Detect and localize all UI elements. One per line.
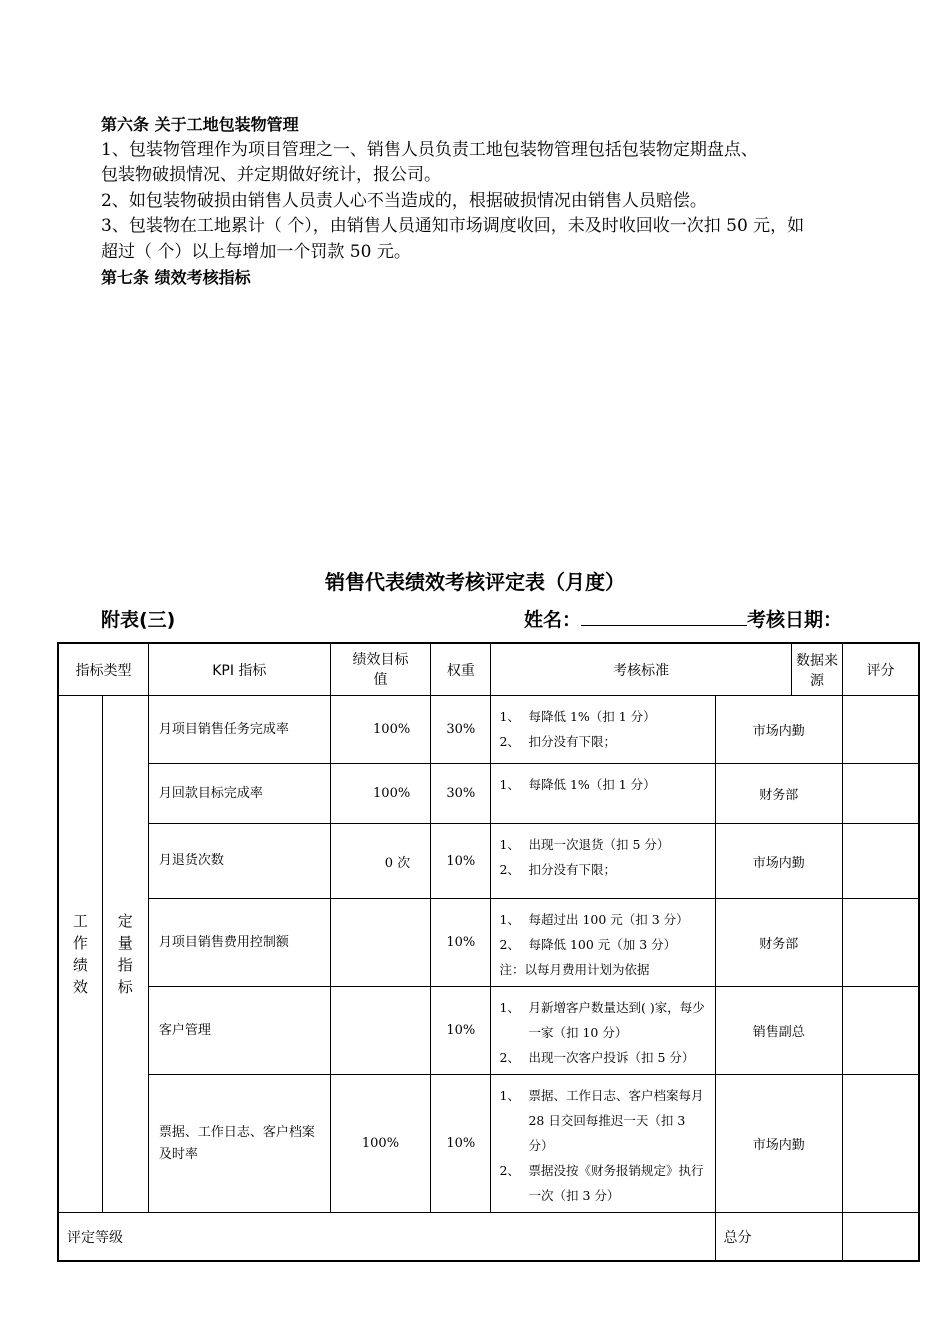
kpi-name-line-1: 票据、工作日志、客户档案 <box>158 1124 315 1140</box>
rating-label: 评定等级 <box>58 1213 715 1262</box>
standard-cell <box>491 696 715 764</box>
category-cell <box>58 696 102 1213</box>
standard-item <box>499 772 706 797</box>
table-row <box>58 824 919 899</box>
standard-text: 票据、工作日志、客户档案每月 28 日交回每推迟一天（扣 3 分） <box>528 1088 704 1153</box>
standard-item <box>499 907 706 932</box>
standard-number: 1、 <box>499 777 520 792</box>
standard-item <box>499 729 706 754</box>
kpi-table <box>57 642 920 1262</box>
standard-number: 2、 <box>499 937 520 952</box>
header-target-line-2: 值 <box>373 671 388 688</box>
standard-cell <box>491 987 715 1075</box>
header-target <box>330 643 430 696</box>
source-cell: 市场内勤 <box>715 1075 843 1213</box>
weight-cell: 10% <box>431 899 491 987</box>
standard-number: 2、 <box>499 1163 520 1178</box>
article-6-paragraph-2: 2、如包装物破损由销售人员责人心不当造成的，根据破损情况由销售人员赔偿。 <box>101 190 707 211</box>
date-label: 考核日期： <box>747 609 843 631</box>
standard-number: 2、 <box>499 734 520 749</box>
table-footer-row <box>58 1213 919 1262</box>
table-row <box>58 899 919 987</box>
standard-cell <box>491 824 715 899</box>
target-cell: 100% <box>330 696 430 764</box>
weight-cell: 10% <box>431 824 491 899</box>
standard-number: 1、 <box>499 1000 520 1015</box>
name-blank-field[interactable] <box>581 605 747 626</box>
standard-text: 月新增客户数量达到( )家，每少一家（扣 10 分） <box>528 1000 705 1040</box>
header-kpi: KPI 指标 <box>148 643 330 696</box>
article-6-paragraph-1-line-1: 1、包装物管理作为项目管理之一、销售人员负责工地包装物管理包括包装物定期盘点、 <box>101 139 758 160</box>
header-standard: 考核标准 <box>491 643 791 696</box>
category-char: 效 <box>72 978 88 996</box>
form-title: 销售代表绩效考核评定表（月度） <box>325 570 625 594</box>
standard-text: 每超过出 100 元（扣 3 分） <box>528 912 689 927</box>
score-cell[interactable] <box>843 764 919 824</box>
subcategory-char: 量 <box>117 934 133 952</box>
header-score: 评分 <box>843 643 919 696</box>
target-cell <box>330 987 430 1075</box>
source-cell: 财务部 <box>715 764 843 824</box>
score-cell[interactable] <box>843 824 919 899</box>
standard-number: 1、 <box>499 837 520 852</box>
kpi-name-cell: 月项目销售任务完成率 <box>148 696 330 764</box>
table-header-row <box>58 643 919 696</box>
standard-item <box>499 1045 706 1070</box>
standard-item <box>499 832 706 857</box>
total-score-cell[interactable] <box>843 1213 919 1262</box>
kpi-name-cell: 月回款目标完成率 <box>148 764 330 824</box>
standard-text: 每降低 100 元（加 3 分） <box>528 937 677 952</box>
standard-text: 每降低 1%（扣 1 分） <box>528 709 656 724</box>
table-row <box>58 764 919 824</box>
standard-text: 票据没按《财务报销规定》执行一次（扣 3 分） <box>528 1163 704 1203</box>
standard-item <box>499 995 706 1045</box>
standard-cell <box>491 764 715 824</box>
standard-item <box>499 857 706 882</box>
score-cell[interactable] <box>843 899 919 987</box>
kpi-name-cell <box>148 1075 330 1213</box>
kpi-name-cell: 月退货次数 <box>148 824 330 899</box>
standard-cell <box>491 899 715 987</box>
article-7-heading: 第七条 绩效考核指标 <box>101 268 251 287</box>
subcategory-cell <box>102 696 148 1213</box>
standard-text: 每降低 1%（扣 1 分） <box>528 777 656 792</box>
kpi-name-cell: 客户管理 <box>148 987 330 1075</box>
standard-note: 注：以每月费用计划为依据 <box>499 962 650 977</box>
header-source: 数据来源 <box>791 643 842 696</box>
weight-cell: 10% <box>431 1075 491 1213</box>
standard-item <box>499 704 706 729</box>
weight-cell: 30% <box>431 764 491 824</box>
weight-cell: 10% <box>431 987 491 1075</box>
standard-cell <box>491 1075 715 1213</box>
subcategory-char: 标 <box>117 978 133 996</box>
attachment-label: 附表(三) <box>101 609 176 631</box>
standard-number: 2、 <box>499 862 520 877</box>
score-cell[interactable] <box>843 987 919 1075</box>
target-cell: 100% <box>330 1075 430 1213</box>
header-target-line-1: 绩效目标 <box>352 651 409 668</box>
category-char: 绩 <box>72 956 88 974</box>
header-weight: 权重 <box>431 643 491 696</box>
name-date-line <box>524 605 842 632</box>
article-6-paragraph-3-line-1: 3、包装物在工地累计（ 个），由销售人员通知市场调度收回，未及时收回收一次扣 50 元，如 <box>101 216 805 236</box>
standard-item <box>499 1158 706 1208</box>
target-cell: 100% <box>330 764 430 824</box>
source-cell: 销售副总 <box>715 987 843 1075</box>
subcategory-char: 指 <box>117 956 133 974</box>
source-cell: 市场内勤 <box>715 696 843 764</box>
source-cell: 财务部 <box>715 899 843 987</box>
standard-text: 扣分没有下限； <box>528 862 616 877</box>
table-row <box>58 696 919 764</box>
standard-number: 1、 <box>499 1088 520 1103</box>
standard-number: 1、 <box>499 709 520 724</box>
standard-item <box>499 1083 706 1158</box>
standard-text: 出现一次客户投诉（扣 5 分） <box>528 1050 695 1065</box>
article-6-section <box>101 112 861 291</box>
category-char: 工 <box>72 912 88 930</box>
standard-text: 出现一次退货（扣 5 分） <box>528 837 670 852</box>
total-label: 总分 <box>715 1213 843 1262</box>
table-row <box>58 987 919 1075</box>
article-6-paragraph-1-line-2: 包装物破损情况、并定期做好统计，报公司。 <box>101 165 441 185</box>
target-cell <box>330 899 430 987</box>
target-cell: 0 次 <box>330 824 430 899</box>
table-row <box>58 1075 919 1213</box>
kpi-name-cell: 月项目销售费用控制额 <box>148 899 330 987</box>
weight-cell: 30% <box>431 696 491 764</box>
standard-item <box>499 932 706 957</box>
standard-text: 扣分没有下限； <box>528 734 616 749</box>
article-6-heading: 第六条 关于工地包装物管理 <box>101 115 299 134</box>
article-6-paragraph-3-line-2: 超过（ 个）以上每增加一个罚款 50 元。 <box>101 241 411 262</box>
standard-number: 2、 <box>499 1050 520 1065</box>
kpi-name-line-2: 及时率 <box>158 1146 198 1162</box>
standard-number: 1、 <box>499 912 520 927</box>
subcategory-char: 定 <box>117 912 133 930</box>
score-cell[interactable] <box>843 1075 919 1213</box>
score-cell[interactable] <box>843 696 919 764</box>
name-label: 姓名： <box>524 609 582 631</box>
category-char: 作 <box>72 934 88 952</box>
source-cell: 市场内勤 <box>715 824 843 899</box>
header-type: 指标类型 <box>58 643 148 696</box>
